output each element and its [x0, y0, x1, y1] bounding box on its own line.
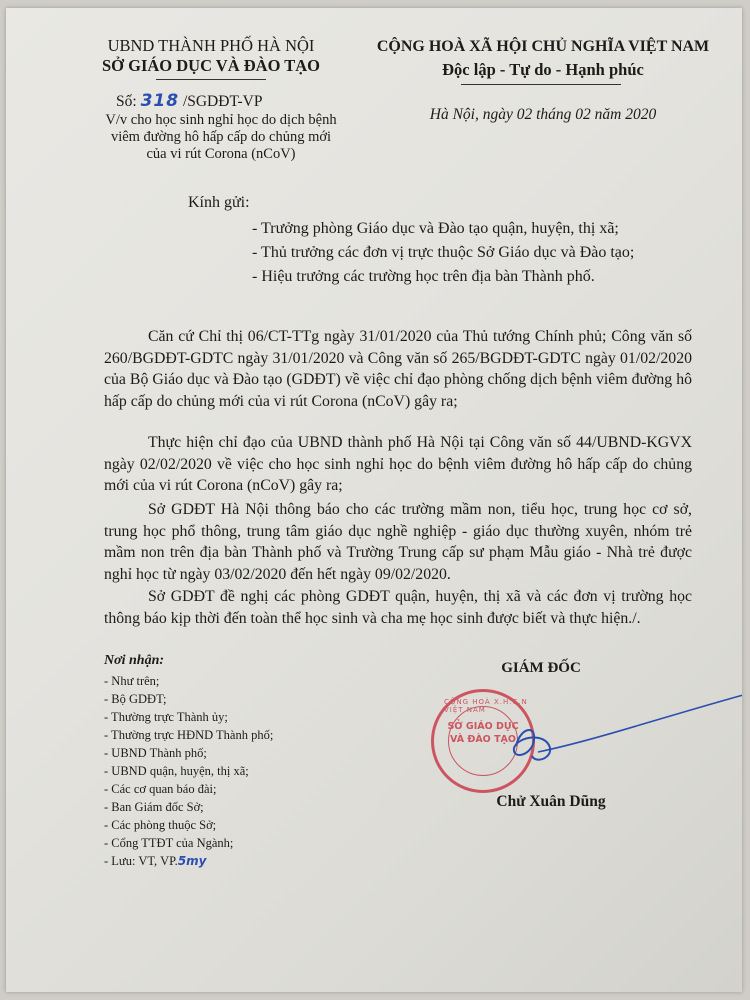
distribution-item: - Ban Giám đốc Sở;: [104, 800, 204, 814]
distribution-item: - Cổng TTĐT của Ngành;: [104, 836, 234, 850]
national-motto: Độc lập - Tự do - Hạnh phúc: [442, 60, 644, 79]
seal-line: SỞ GIÁO DỤC: [447, 721, 519, 732]
document-number-handwritten: 318: [140, 91, 180, 111]
document-page: [6, 8, 742, 992]
body-paragraph: [104, 326, 692, 412]
motto-underline: [461, 84, 621, 85]
body-paragraph: [104, 499, 692, 585]
distribution-item: - Thường trực HĐND Thành phố;: [104, 728, 274, 742]
recipients-label: Kính gửi:: [188, 194, 250, 211]
paragraph-text: Căn cứ Chỉ thị 06/CT-TTg ngày 31/01/2020 của Thủ tướng Chính phủ; Công văn số 260/BGDĐT-GDTC ngày 31/01/2020 và Công văn số 265/BGDĐT-GDTC ngày 01/02/2020 của Bộ Giáo dục và Đào tạo (GDĐT) về việc chỉ đạo phòng chống dịch bệnh viêm đường hô hấp cấp do chủng mới của vi rút Corona (nCoV) gây ra;: [104, 328, 692, 410]
distribution-item: - Các cơ quan báo đài;: [104, 782, 217, 796]
national-title: CỘNG HOÀ XÃ HỘI CHỦ NGHĨA VIỆT NAM: [376, 38, 710, 55]
agency-name: SỞ GIÁO DỤC VÀ ĐÀO TẠO: [101, 56, 321, 75]
paragraph-text: Sở GDĐT Hà Nội thông báo cho các trường mầm non, tiểu học, trung học cơ sở, trung học phổ thông, trung tâm giáo dục nghề nghiệp - giáo dục thường xuyên, nhóm trẻ mầm non trên địa bàn Thành phố và Trường Trung cấp sư phạm Mẫu giáo - Nhà trẻ được nghỉ học từ ngày 03/02/2020 đến hết ngày 09/02/2020.: [104, 501, 692, 583]
agency-parent: UBND THÀNH PHỐ HÀ NỘI: [107, 36, 315, 55]
subject-line: viêm đường hô hấp cấp do chủng mới: [110, 129, 332, 145]
seal-line: VÀ ĐÀO TẠO: [450, 734, 516, 745]
recipient-item: - Thủ trưởng các đơn vị trực thuộc Sở Giáo dục và Đào tạo;: [252, 244, 635, 261]
paragraph-text: Sở GDĐT đề nghị các phòng GDĐT quận, huyện, thị xã và các đơn vị trường học thông báo kịp thời đến toàn thể học sinh và cha mẹ học sinh được biết và thực hiện./.: [104, 588, 692, 627]
distribution-item: - Như trên;: [104, 674, 160, 688]
recipient-item: - Trưởng phòng Giáo dục và Đào tạo quận, huyện, thị xã;: [252, 220, 619, 237]
distribution-item: - Thường trực Thành ủy;: [104, 710, 228, 724]
signer-title: GIÁM ĐỐC: [501, 660, 581, 676]
distribution-item: - Bộ GDĐT;: [104, 692, 167, 706]
distribution-item: - Các phòng thuộc Sở;: [104, 818, 217, 832]
document-number-suffix: /SGDĐT-VP: [182, 93, 263, 110]
recipient-item: - Hiệu trưởng các trường học trên địa bàn Thành phố.: [252, 268, 595, 285]
distribution-label: Nơi nhận:: [104, 653, 165, 668]
document-number: [116, 91, 262, 111]
distribution-item: [104, 854, 207, 869]
distribution-item-text: - Lưu: VT, VP.: [104, 854, 178, 868]
signer-name: Chử Xuân Dũng: [496, 793, 606, 810]
handwritten-signature: [476, 676, 742, 786]
body-paragraph: [104, 586, 692, 629]
distribution-item: - UBND quận, huyện, thị xã;: [104, 764, 249, 778]
body-paragraph: [104, 432, 692, 497]
handwritten-initials: 5my: [177, 854, 207, 868]
document-subject: [66, 112, 376, 163]
agency-underline: [156, 79, 266, 80]
subject-line: V/v cho học sinh nghỉ học do dịch bệnh: [105, 112, 337, 128]
place-date: Hà Nội, ngày 02 tháng 02 năm 2020: [429, 106, 657, 123]
document-number-prefix: Số:: [116, 93, 137, 110]
distribution-item: - UBND Thành phố;: [104, 746, 207, 760]
subject-line: của vi rút Corona (nCoV): [146, 146, 296, 162]
paragraph-text: Thực hiện chỉ đạo của UBND thành phố Hà Nội tại Công văn số 44/UBND-KGVX ngày 02/02/2020 về việc cho học sinh nghỉ học do bệnh viêm đường hô hấp cấp do chủng mới của vi rút Corona (nCoV) gây ra;: [104, 434, 692, 494]
seal-ring-text: CỘNG HOÀ X.H.C.N VIỆT NAM: [444, 698, 528, 714]
